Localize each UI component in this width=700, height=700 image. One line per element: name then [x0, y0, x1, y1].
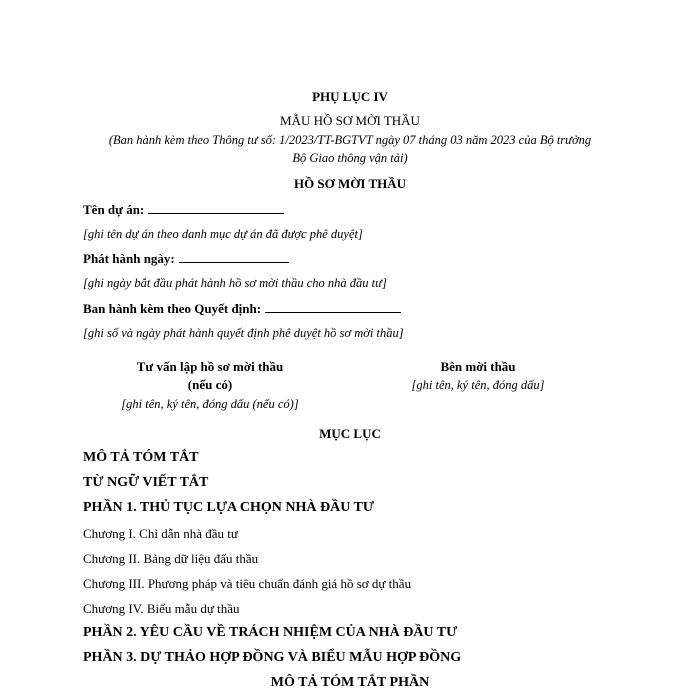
procuring-party-signature-block: [378, 358, 578, 394]
project-name-field: [83, 202, 284, 218]
issue-date-hint: [ghi ngày bắt đầu phát hành hồ sơ mời thầu cho nhà đầu tư]: [83, 276, 387, 290]
consultant-signature-block: [90, 358, 330, 413]
toc-abbreviations: TỪ NGỮ VIẾT TẮT: [83, 475, 209, 490]
consultant-title: Tư vấn lập hồ sơ mời thầu: [136, 359, 284, 374]
toc-part-3: PHẦN 3. DỰ THẢO HỢP ĐỒNG VÀ BIỂU MẪU HỢP ĐỒNG: [83, 650, 462, 665]
part-summary-heading: MÔ TẢ TÓM TẮT PHẦN: [270, 675, 430, 690]
project-name-hint: [ghi tên dự án theo danh mục dự án đã được phê duyệt]: [83, 227, 363, 241]
toc-chapter-3: Chương III. Phương pháp và tiêu chuẩn đánh giá hồ sơ dự thầu: [83, 576, 412, 591]
decision-hint: [ghi số và ngày phát hành quyết định phê duyệt hồ sơ mời thầu]: [83, 326, 404, 340]
toc-chapter-2: Chương II. Bảng dữ liệu đấu thầu: [83, 551, 259, 566]
document-title: HỒ SƠ MỜI THẦU: [293, 176, 407, 191]
decision-blank: [265, 301, 401, 313]
project-name-blank: [148, 202, 284, 214]
issue-date-label: Phát hành ngày:: [83, 251, 175, 266]
appendix-heading: PHỤ LỤC IV: [312, 89, 388, 104]
decision-label: Ban hành kèm theo Quyết định:: [83, 301, 262, 316]
project-name-label: Tên dự án:: [83, 202, 145, 217]
toc-part-2: PHẦN 2. YÊU CẦU VỀ TRÁCH NHIỆM CỦA NHÀ ĐẦU TƯ: [83, 625, 458, 640]
form-title: MẪU HỒ SƠ MỜI THẦU: [280, 113, 420, 128]
issue-date-field: [83, 251, 289, 267]
toc-title: MỤC LỤC: [319, 426, 381, 441]
toc-chapter-4: Chương IV. Biểu mẫu dự thầu: [83, 601, 240, 616]
toc-summary: MÔ TẢ TÓM TẮT: [83, 450, 199, 465]
procuring-party-title: Bên mời thầu: [440, 359, 516, 374]
procuring-party-hint: [ghi tên, ký tên, đóng dấu]: [411, 378, 545, 392]
issued-note-line1: (Ban hành kèm theo Thông tư số: 1/2023/TT-BGTVT ngày 07 tháng 03 năm 2023 của Bộ trưởng: [108, 133, 592, 147]
consultant-subtitle: (nếu có): [187, 377, 233, 392]
consultant-hint: [ghi tên, ký tên, đóng dấu (nếu có)]: [121, 397, 299, 411]
decision-field: [83, 301, 401, 317]
toc-part-1: PHẦN 1. THỦ TỤC LỰA CHỌN NHÀ ĐẦU TƯ: [83, 500, 375, 515]
issued-note-line2: Bộ Giao thông vận tải): [292, 151, 408, 165]
issue-date-blank: [179, 251, 289, 263]
toc-chapter-1: Chương I. Chỉ dẫn nhà đầu tư: [83, 526, 238, 541]
